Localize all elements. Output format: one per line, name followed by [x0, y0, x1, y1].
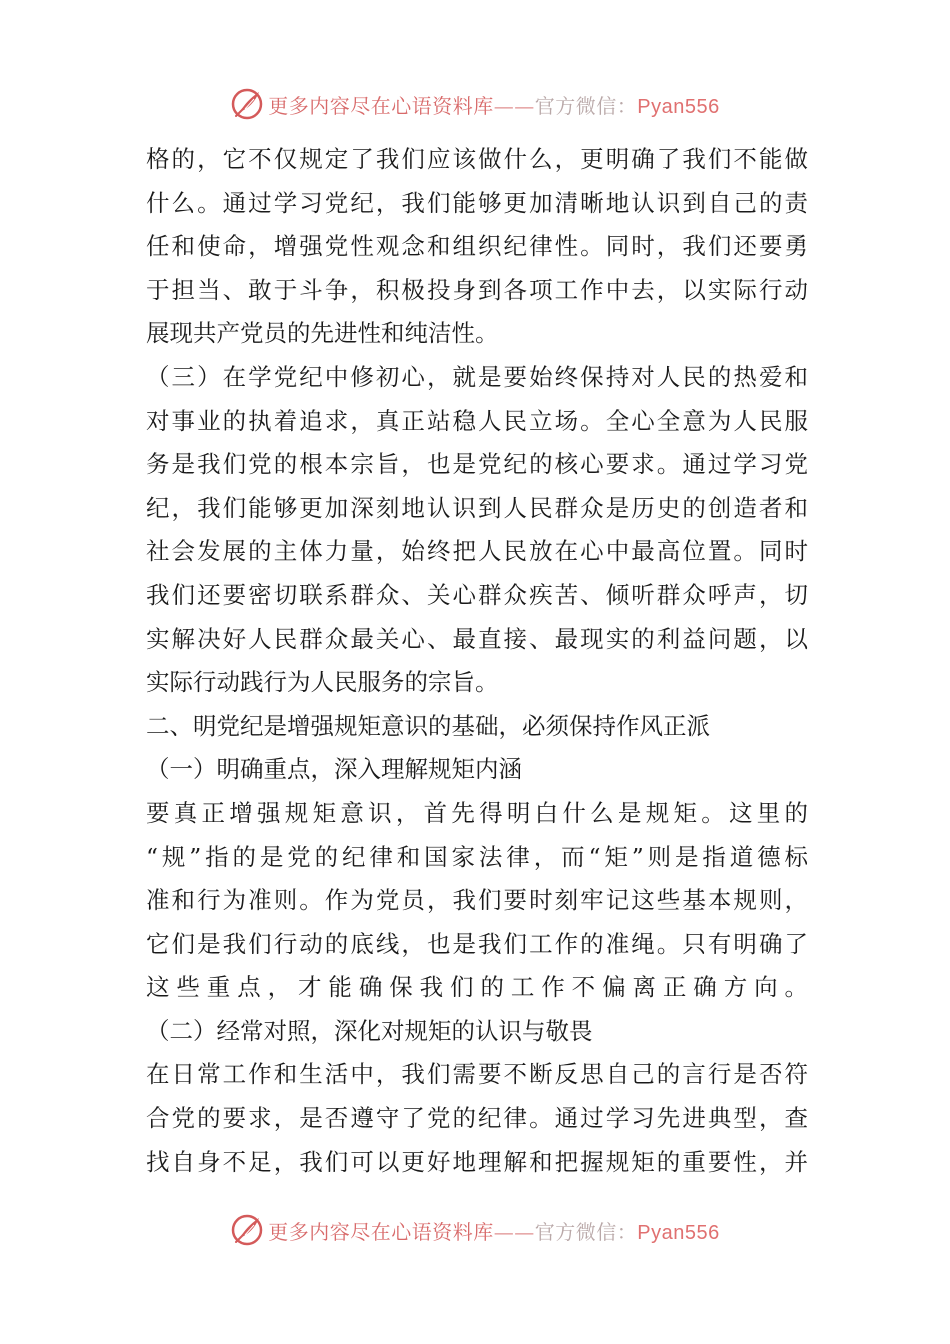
text-line: “规”指的是党的纪律和国家法律，而“矩”则是指道德标	[146, 842, 808, 871]
text-line: 要真正增强规矩意识，首先得明白什么是规矩。这里的	[146, 798, 808, 827]
feather-pen-logo-icon	[230, 1213, 264, 1247]
banner-label: 官方微信：	[534, 1219, 638, 1244]
text-line: 社会发展的主体力量，始终把人民放在心中最高位置。同时	[146, 537, 808, 566]
text-line: 纪，我们能够更加深刻地认识到人民群众是历史的创造者和	[146, 493, 808, 522]
header-banner-text	[268, 90, 719, 119]
text-line: 任和使命，增强党性观念和组织纪律性。同时，我们还要勇	[146, 232, 808, 261]
header-banner	[0, 84, 950, 124]
text-line: 我们还要密切联系群众、关心群众疾苦、倾听群众呼声，切	[146, 580, 808, 609]
text-line: 在日常工作和生活中，我们需要不断反思自己的言行是否符	[146, 1060, 808, 1089]
text-line: 实解决好人民群众最关心、最直接、最现实的利益问题，以	[146, 624, 808, 653]
text-line: 合党的要求，是否遵守了党的纪律。通过学习先进典型，查	[146, 1104, 808, 1133]
banner-dash: ——	[493, 1219, 535, 1244]
text-line: 展现共产党员的先进性和纯洁性。	[146, 319, 499, 348]
text-line: 格的，它不仅规定了我们应该做什么，更明确了我们不能做	[146, 145, 808, 173]
text-line: 什么。通过学习党纪，我们能够更加清晰地认识到自己的责	[146, 188, 808, 217]
text-line: （一）明确重点，深入理解规矩内涵	[146, 755, 522, 784]
banner-wechat-id: Pyan556	[637, 1221, 720, 1244]
feather-pen-logo-icon	[230, 87, 264, 121]
text-line: 它们是我们行动的底线，也是我们工作的准绳。只有明确了	[146, 929, 808, 958]
text-line: 准和行为准则。作为党员，我们要时刻牢记这些基本规则，	[146, 886, 808, 915]
text-line: （二）经常对照，深化对规矩的认识与敬畏	[146, 1016, 593, 1045]
banner-wechat-id: Pyan556	[637, 95, 720, 118]
text-line: 务是我们党的根本宗旨，也是党纪的核心要求。通过学习党	[146, 450, 808, 479]
footer-banner-text	[268, 1216, 719, 1245]
footer-banner	[0, 1210, 950, 1250]
text-line: 找自身不足，我们可以更好地理解和把握规矩的重要性，并	[146, 1147, 808, 1176]
banner-main-text: 更多内容尽在心语资料库	[268, 93, 494, 118]
text-line: 对事业的执着追求，真正站稳人民立场。全心全意为人民服	[146, 406, 808, 435]
text-line: 这些重点，才能确保我们的工作不偏离正确方向。	[146, 973, 808, 1002]
body-text	[146, 138, 808, 1184]
text-line: 二、明党纪是增强规矩意识的基础，必须保持作风正派	[146, 711, 710, 740]
banner-label: 官方微信：	[534, 93, 638, 118]
text-line: 实际行动践行为人民服务的宗旨。	[146, 668, 499, 697]
text-line: 于担当、敢于斗争，积极投身到各项工作中去，以实际行动	[146, 275, 808, 304]
text-line: （三）在学党纪中修初心，就是要始终保持对人民的热爱和	[146, 362, 808, 391]
banner-dash: ——	[493, 93, 535, 118]
banner-main-text: 更多内容尽在心语资料库	[268, 1219, 494, 1244]
